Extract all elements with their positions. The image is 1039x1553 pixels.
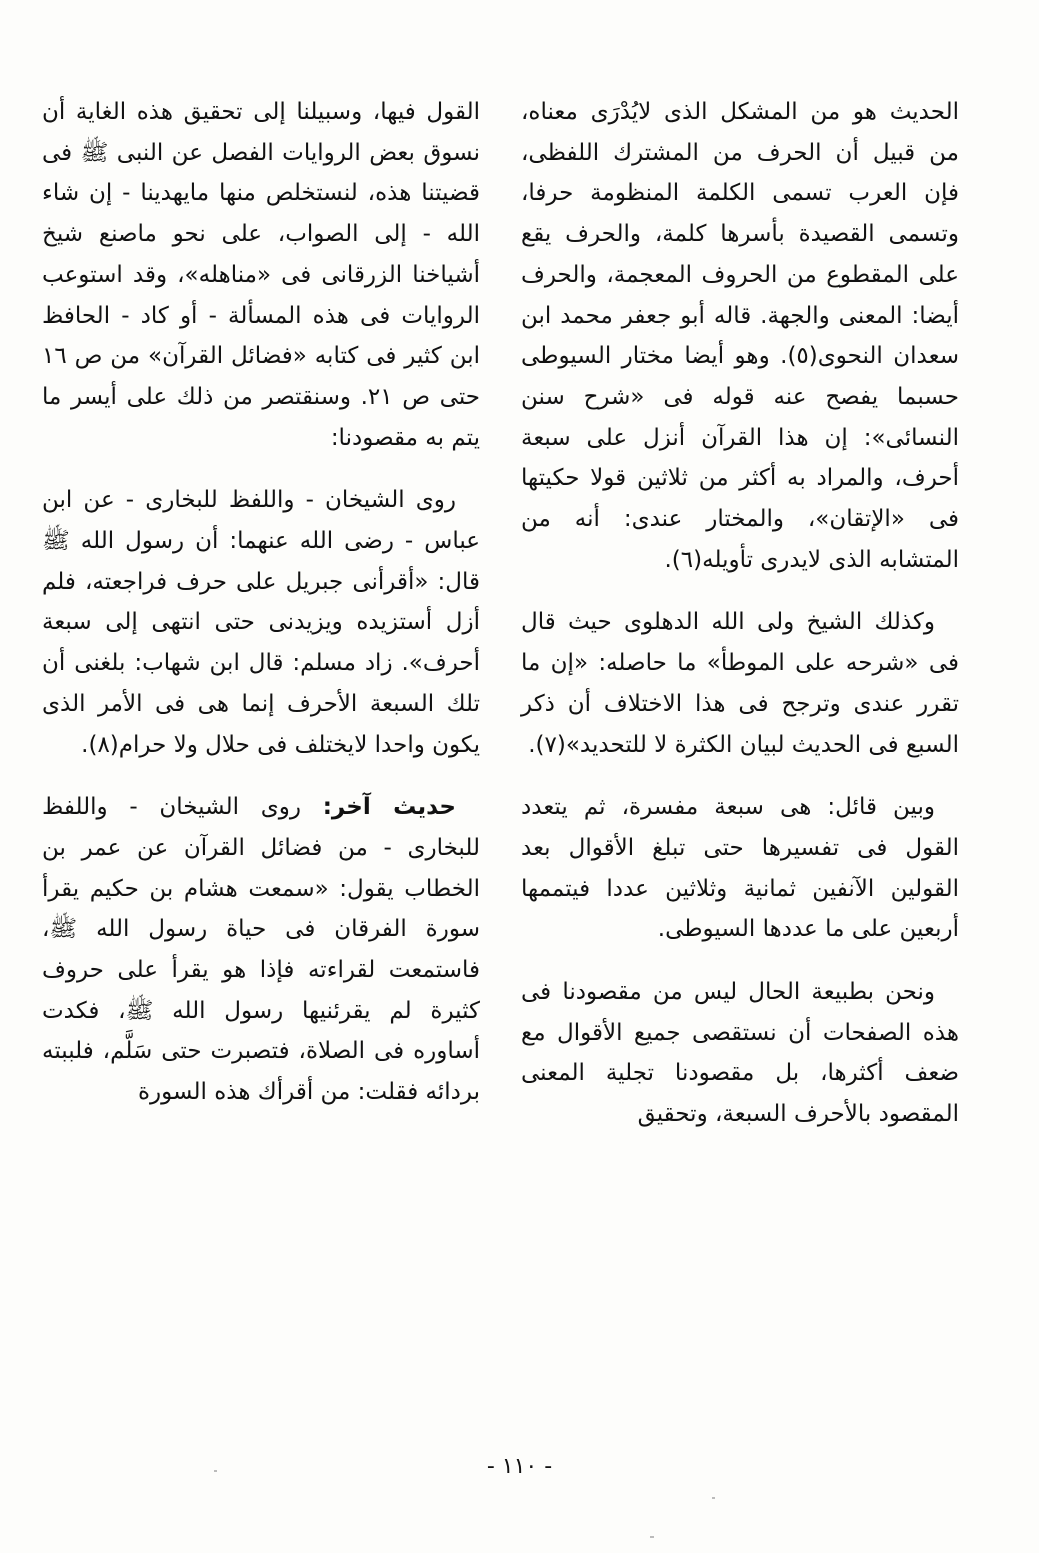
scan-speck [650, 1536, 654, 1538]
left-paragraph-3-text: روى الشيخان - واللفظ للبخارى - من فضائل القرآن عن عمر بن الخطاب يقول: «سمعت هشام بن حكيم يقرأ سورة الفرقان فى حياة رسول الله ﷺ، فاستمعت لقراءته فإذا هو يقرأ على حروف كثيرة لم يقرئنيها رسول الله ﷺ، فكدت أساوره فى الصلاة، فتصبرت حتى سَلَّم، فلببته بردائه فقلت: من أقرأك هذه السورة [42, 794, 480, 1106]
right-text-column [521, 92, 959, 1135]
page-number: - ١١٠ - [486, 1454, 553, 1479]
right-paragraph-3: وبين قائل: هى سبعة مفسرة، ثم يتعدد القول فى تفسيرها حتى تبلغ الأقوال بعد القولين الآنفين ثمانية وثلاثين عددا فيتممها أربعين على ما عددها السيوطى. [521, 794, 959, 943]
left-text-column [42, 92, 480, 1113]
scan-speck [712, 1497, 715, 1499]
right-paragraph-2: وكذلك الشيخ ولى الله الدهلوى حيث قال فى «شرحه على الموطأ» ما حاصله: «إن ما تقرر عندى وترجح فى هذا الاختلاف أن ذكر السبع فى الحديث لبيان الكثرة لا للتحديد»(٧). [521, 609, 959, 758]
left-paragraph-1: القول فيها، وسبيلنا إلى تحقيق هذه الغاية أن نسوق بعض الروايات الفصل عن النبى ﷺ فى قضيتنا هذه، لنستخلص منها مايهدينا - إن شاء الله - إلى الصواب، على نحو ماصنع شيخ أشياخنا الزرقانى فى «مناهله»، وقد استوعب الروايات فى هذه المسألة - أو كاد - الحافظ ابن كثير فى كتابه «فضائل القرآن» من ص ١٦ حتى ص ٢١. وسنقتصر من ذلك على أيسر ما يتم به مقصودنا: [42, 99, 480, 451]
right-paragraph-1: الحديث هو من المشكل الذى لايُدْرَى معناه، من قبيل أن الحرف من المشترك اللفظى، فإن العرب تسمى الكلمة المنظومة حرفا، وتسمى القصيدة بأسرها كلمة، والحرف يقع على المقطوع من الحروف المعجمة، والحرف أيضا: المعنى والجهة. قاله أبو جعفر محمد ابن سعدان النحوى(٥). وهو أيضا مختار السيوطى حسبما يفصح عنه قوله فى «شرح سنن النسائى»: إن هذا القرآن أنزل على سبعة أحرف، والمراد به أكثر من ثلاثين قولا حكيتها فى «الإتقان»، والمختار عندى: أنه من المتشابه الذى لايدرى تأويله(٦). [521, 99, 960, 573]
right-paragraph-4: ونحن بطبيعة الحال ليس من مقصودنا فى هذه الصفحات أن نستقصى جميع الأقوال مع ضعف أكثرها، بل مقصودنا تجلية المعنى المقصود بالأحرف السبعة، وتحقيق [521, 979, 959, 1128]
hadith-heading: حديث آخر: [322, 794, 456, 821]
left-paragraph-2: روى الشيخان - واللفظ للبخارى - عن ابن عباس - رضى الله عنهما: أن رسول الله ﷺ قال: «أقرأنى جبريل على حرف فراجعته، فلم أزل أستزيده ويزيدنى حتى انتهى إلى سبعة أحرف». زاد مسلم: قال ابن شهاب: بلغنى أن تلك السبعة الأحرف إنما هى فى الأمر الذى يكون واحدا لايختلف فى حلال ولا حرام(٨). [42, 487, 480, 758]
scan-speck [214, 1470, 217, 1472]
left-paragraph-3 [42, 787, 480, 1113]
